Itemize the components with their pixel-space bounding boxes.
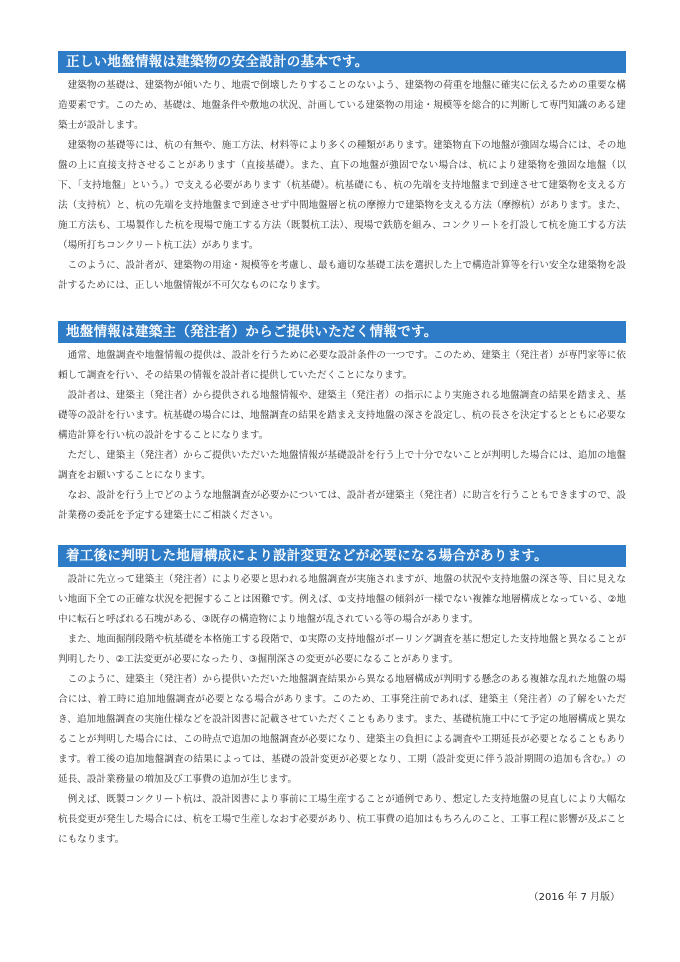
section-heading: 正しい地盤情報は建築物の安全設計の基本です。	[58, 51, 626, 73]
paragraph: なお、設計を行う上でどのような地盤調査が必要かについては、設計者が建築主（発注者）に助言を行うこともできますので、設計業務の委託を予定する建築士にご相談ください。	[58, 490, 626, 521]
paragraph: 建築物の基礎等には、杭の有無や、施工方法、材料等により多くの種類があります。建築物直下の地盤が強固な場合には、その地盤の上に直接支持させることがあります（直接基礎）。また、直下の地盤が強固でない場合は、杭により建築物を強固な地盤（以下、「支持地盤」という。）で支える必要があります（杭基礎）。杭基礎にも、杭の先端を支持地盤まで到達させて建築物を支える方法（支持杭）と、杭の先端を支持地盤まで到達させず中間地盤層と杭の摩擦力で建築物を支える方法（摩擦杭）があります。また、施工方法も、工場製作した杭を現場で施工する方法（既製杭工法）、現場で鉄筋を組み、コンクリートを打設して杭を施工する方法（場所打ちコンクリート杭工法）があります。	[58, 140, 626, 251]
section-client-provided-info	[58, 321, 626, 526]
paragraph: ただし、建築主（発注者）からご提供いただいた地盤情報が基礎設計を行う上で十分でないことが判明した場合には、追加の地盤調査をお願いすることになります。	[58, 450, 626, 481]
section-ground-info-basis	[58, 51, 626, 296]
paragraph: 通常、地盤調査や地盤情報の提供は、設計を行うために必要な設計条件の一つです。このため、建築主（発注者）が専門家等に依頼して調査を行い、その結果の情報を設計者に提供していただくことになります。	[58, 350, 626, 381]
paragraph: このように、建築主（発注者）から提供いただいた地盤調査結果から異なる地層構成が判明する懸念のある複雑な乱れた地盤の場合には、着工時に追加地盤調査が必要となる場合があります。このため、工事発注前であれば、建築主（発注者）の了解をいただき、追加地盤調査の実施仕様などを設計図書に記載させていただくこともあります。また、基礎杭施工中にて予定の地層構成と異なることが判明した場合には、この時点で追加の地盤調査が必要になり、建築主の負担による調査や工期延長が必要となることもあります。着工後の追加地盤調査の結果によっては、基礎の設計変更が必要となり、工期（設計変更に伴う設計期間の追加も含む。）の延長、設計業務量の増加及び工事費の追加が生じます。	[58, 674, 626, 785]
section-design-change-after-construction	[58, 545, 626, 850]
section-heading: 地盤情報は建築主（発注者）からご提供いただく情報です。	[58, 321, 626, 343]
edition-label: （2016 年 7 月版）	[528, 892, 620, 903]
section-body	[58, 343, 626, 526]
paragraph: 例えば、既製コンクリート杭は、設計図書により事前に工場生産することが通例であり、想定した支持地盤の見直しにより大幅な杭長変更が発生した場合には、杭を工場で生産しなおす必要があり、杭工事費の追加はもちろんのこと、工事工程に影響が及ぶことにもなります。	[58, 794, 626, 845]
paragraph: 設計に先立って建築主（発注者）により必要と思われる地盤調査が実施されますが、地盤の状況や支持地盤の深さ等、目に見えない地面下全ての正確な状況を把握することは困難です。例えば、①支持地盤の傾斜が一様でない複雑な地層構成となっている、②地中に転石と呼ばれる石塊がある、③既存の構造物により地盤が乱されている等の場合があります。	[58, 574, 626, 625]
paragraph: また、地面掘削段階や杭基礎を本格施工する段階で、①実際の支持地盤がボーリング調査を基に想定した支持地盤と異なることが判明したり、②工法変更が必要になったり、③掘削深さの変更が必要になることがあります。	[58, 634, 626, 665]
section-heading: 着工後に判明した地層構成により設計変更などが必要になる場合があります。	[58, 545, 626, 567]
section-body	[58, 567, 626, 850]
section-body	[58, 73, 626, 296]
paragraph: このように、設計者が、建築物の用途・規模等を考慮し、最も適切な基礎工法を選択した上で構造計算等を行い安全な建築物を設計するためには、正しい地盤情報が不可欠なものになります。	[58, 260, 626, 291]
paragraph: 設計者は、建築主（発注者）から提供される地盤情報や、建築主（発注者）の指示により実施される地盤調査の結果を踏まえ、基礎等の設計を行います。杭基礎の場合には、地盤調査の結果を踏まえ支持地盤の深さを設定し、杭の長さを決定するとともに必要な構造計算を行い杭の設計をすることになります。	[58, 390, 626, 441]
paragraph: 建築物の基礎は、建築物が傾いたり、地震で倒壊したりすることのないよう、建築物の荷重を地盤に確実に伝えるための重要な構造要素です。このため、基礎は、地盤条件や敷地の状況、計画している建築物の用途・規模等を総合的に判断して専門知識のある建築士が設計します。	[58, 80, 626, 131]
